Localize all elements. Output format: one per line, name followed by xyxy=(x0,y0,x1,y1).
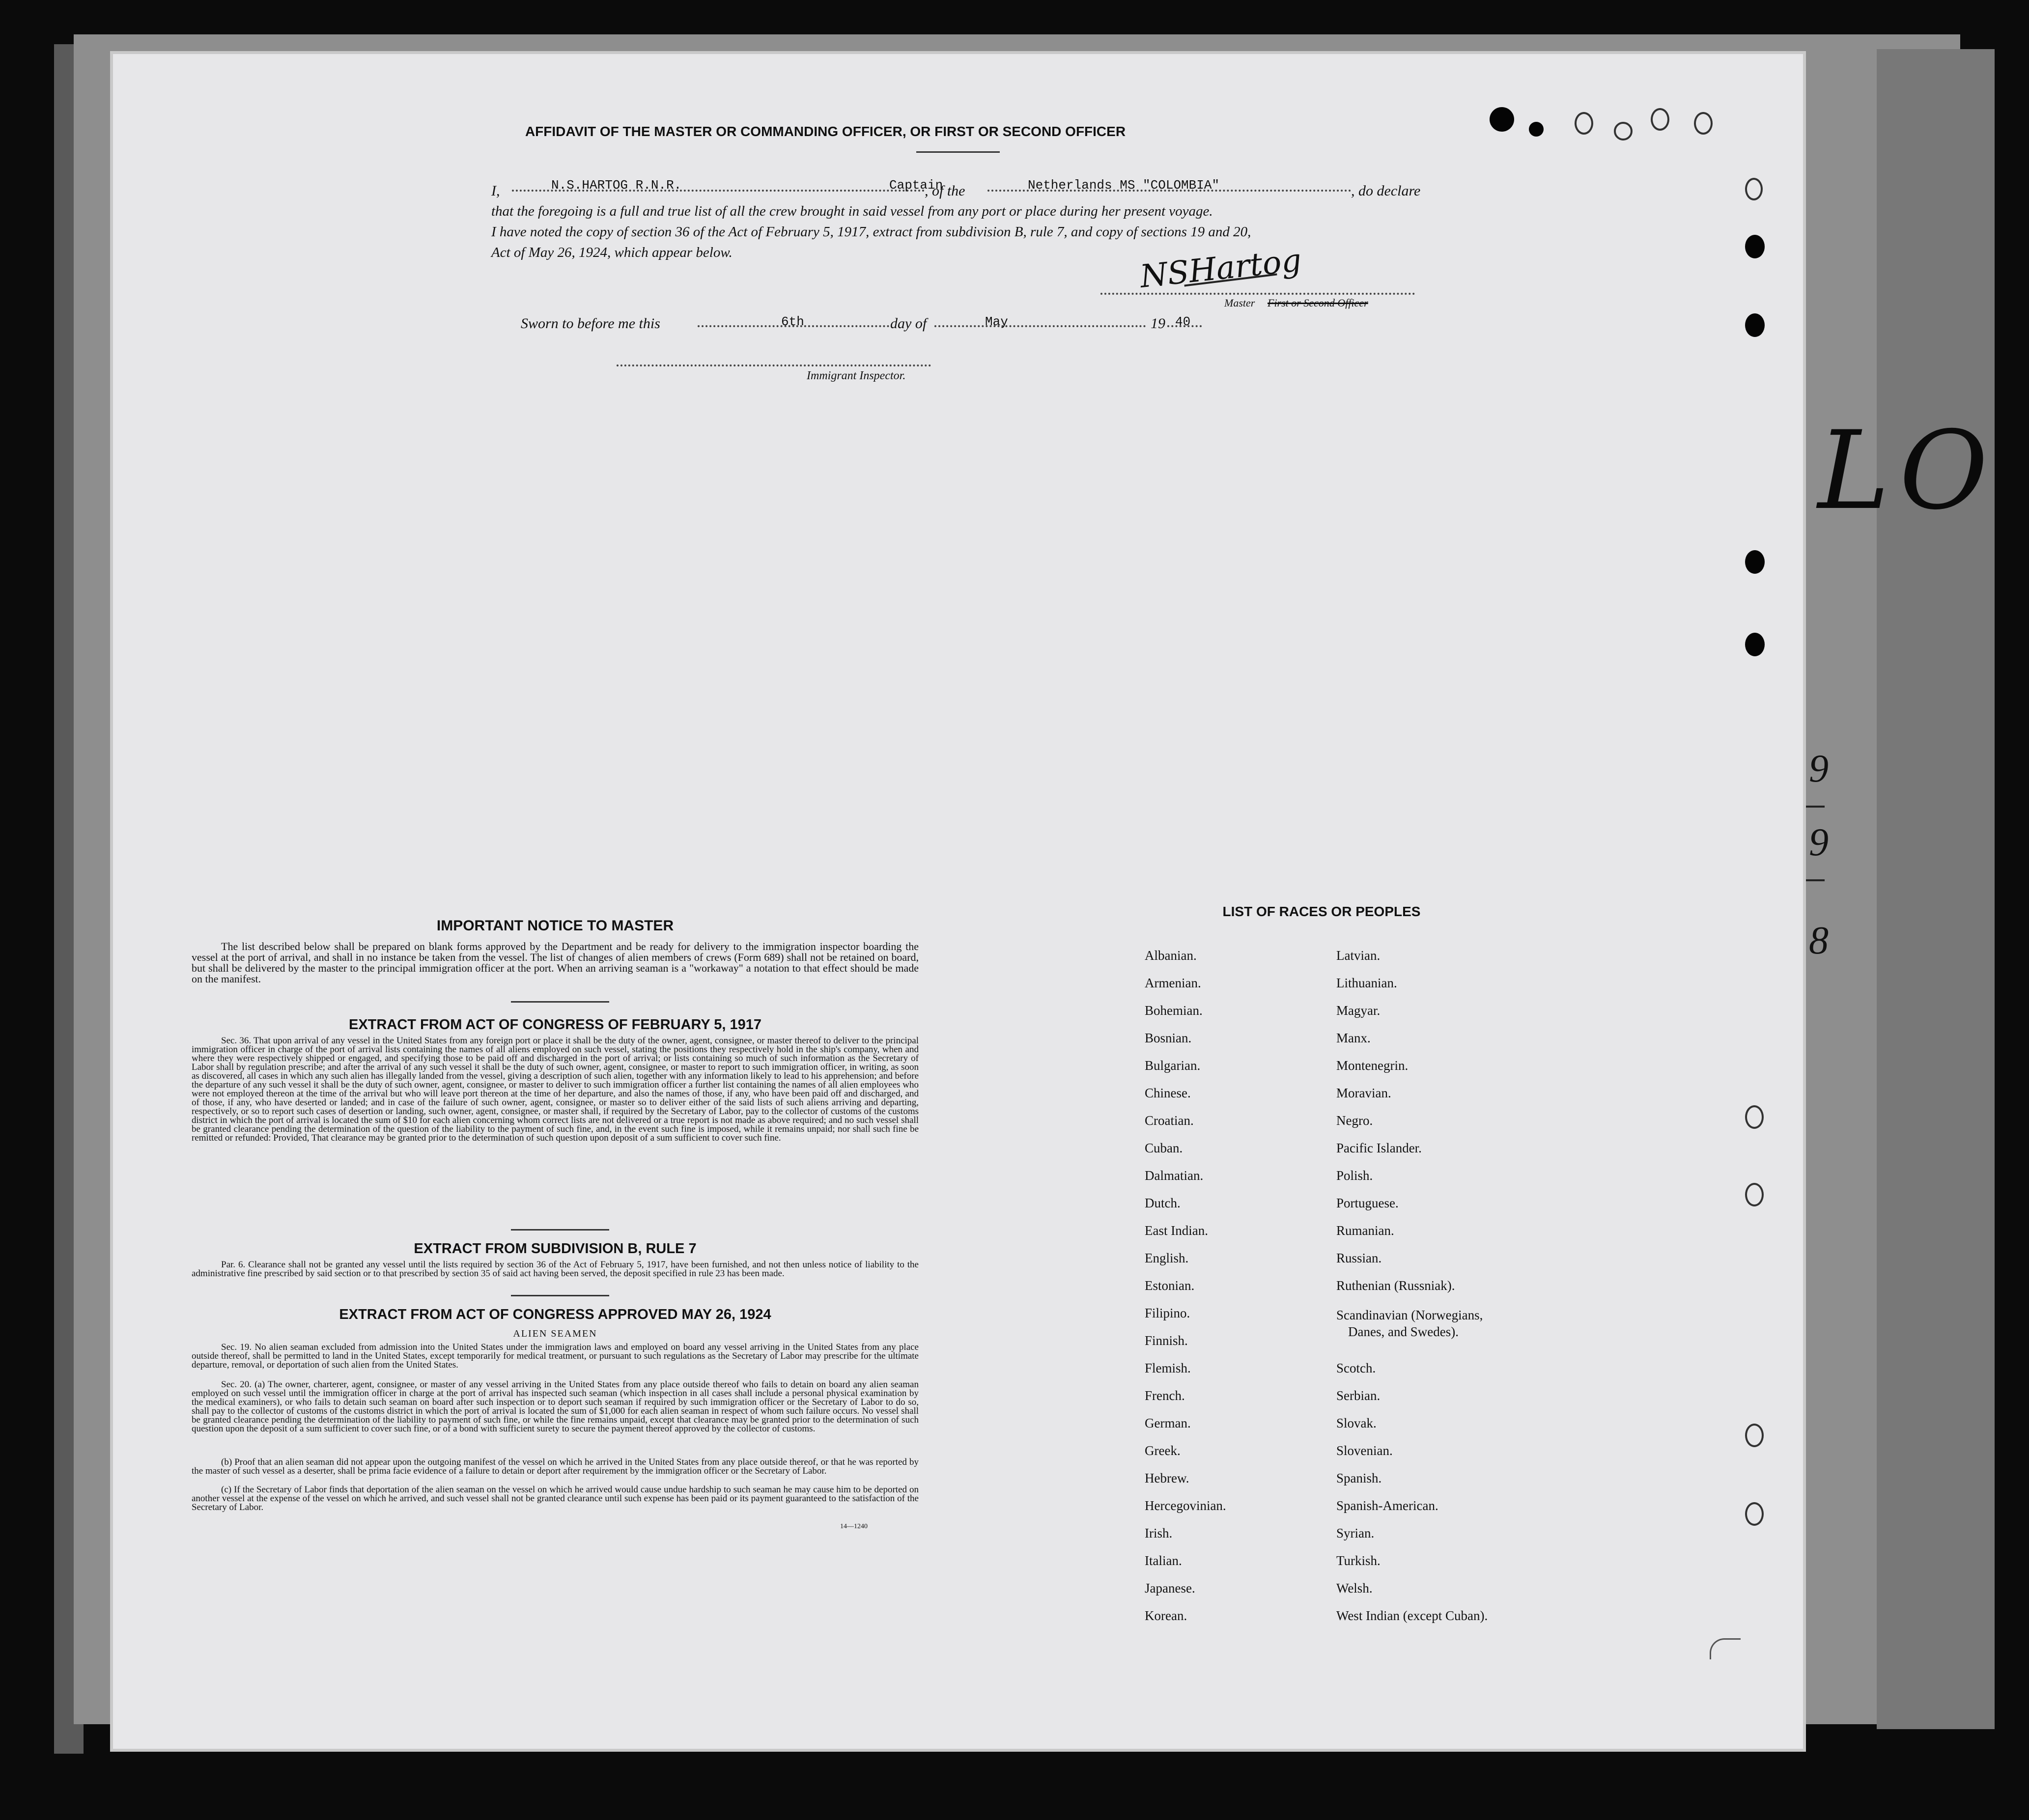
race-item: Latvian. xyxy=(1336,948,1381,963)
affidavit-page xyxy=(113,54,1803,1749)
race-item: Syrian. xyxy=(1336,1526,1375,1540)
affidavit-body-line: that the foregoing is a full and true list of all the crew brought in said vessel from any port or place during her present voyage. xyxy=(491,203,1213,219)
declare-label: , do declare xyxy=(1351,183,1421,199)
sec-19-text: Sec. 19. No alien seaman excluded from admission into the United States under the immigration laws and employed on board any vessel arriving in the United States from any place outside thereof, shall be permitted to land in the United States, except temporarily for medical treatment, or pursuant to such regulations as the Secretary of Labor may prescribe for the ultimate departure, removal, or deportation of such alien from the United States. xyxy=(192,1342,919,1370)
races-title: LIST OF RACES OR PEOPLES xyxy=(1222,904,1421,919)
punch-hole xyxy=(1745,178,1763,200)
i-label: I, xyxy=(491,183,500,199)
race-item: Finnish. xyxy=(1145,1333,1188,1348)
extract-1917-text: Sec. 36. That upon arrival of any vessel in the United States from any foreign port or place it shall be the duty of the owner, agent, consignee, or master thereof to deliver to the principal immigration officer in charge of the port of arrival lists containing the names of all aliens employed on such vessel, stating the positions they respectively hold in the ship's company, when and where they were respectively shipped or engaged, and specifying those to be paid off and discharged in the port of arrival; or lists containing so much of such information as the Secretary of Labor shall by regulation prescribe; and after the arrival of any such vessel it shall be the duty of such owner, agent, consignee, or master to report to such immigration officer, in writing, as soon as discovered, all cases in which any such alien has illegally landed from the vessel, giving a description of such alien, together with any information likely to lead to his apprehension; and before the departure of any such vessel it shall be the duty of such owner, agent, consignee, or master to deliver to such immigration officer a further list containing the names of all alien employees who were not employed thereon at the time of the arrival but who will leave port thereon at the time of her departure, and also the names of those, if any, who have been paid off and discharged, and of those, if any, who have deserted or landed; and in case of the failure of such owner, agent, consignee, or master so to deliver either of the said lists of such aliens arriving and departing, respectively, or so to report such cases of desertion or landing, such owner, agent, consignee, or master shall, if required by the Secretary of Labor, pay to the collector of customs of the customs district in which the port of arrival is located the sum of $10 for each alien concerning whom correct lists are not delivered or a true report is not made as above required; and no such vessel shall be granted clearance pending the determination of the question of the liability to the payment of such fine, and, in the event such fine is imposed, while it remains unpaid; nor shall such fine be remitted or refunded: Provided, That clearance may be granted prior to the determination of such question upon deposit of a sum sufficient to cover such fine. xyxy=(192,1036,919,1143)
underlying-page-edge xyxy=(1877,49,1995,1729)
race-item: Portuguese. xyxy=(1336,1196,1399,1210)
race-item: West Indian (except Cuban). xyxy=(1336,1608,1488,1623)
race-item: Slovenian. xyxy=(1336,1443,1393,1458)
underlying-table-fragment xyxy=(1803,663,1829,987)
master-signature: NSHartog xyxy=(1138,242,1303,296)
inspector-label: Immigrant Inspector. xyxy=(807,369,906,382)
race-item: Bohemian. xyxy=(1145,1003,1203,1018)
title-rule xyxy=(916,151,1000,153)
race-item: Spanish-American. xyxy=(1336,1498,1438,1513)
race-item: Polish. xyxy=(1336,1168,1373,1183)
race-item: Scotch. xyxy=(1336,1361,1376,1375)
punch-hole xyxy=(1614,122,1633,140)
punch-hole xyxy=(1490,107,1514,132)
race-item: Spanish. xyxy=(1336,1471,1382,1485)
punch-hole xyxy=(1745,550,1765,574)
extract-1924-title: EXTRACT FROM ACT OF CONGRESS APPROVED MAY 26, 1924 xyxy=(339,1307,771,1322)
affidavit-title: AFFIDAVIT OF THE MASTER OR COMMANDING OFFICER, OR FIRST OR SECOND OFFICER xyxy=(525,124,1126,139)
notice-title: IMPORTANT NOTICE TO MASTER xyxy=(436,918,674,934)
extract-1924-subtitle: ALIEN SEAMEN xyxy=(513,1328,597,1339)
punch-hole xyxy=(1745,1424,1764,1447)
race-item: Scandinavian (Norwegians, xyxy=(1336,1308,1483,1322)
race-item: Lithuanian. xyxy=(1336,976,1397,990)
race-item: Albanian. xyxy=(1145,948,1197,963)
race-item: Rumanian. xyxy=(1336,1223,1394,1238)
sworn-month: May xyxy=(985,314,1008,329)
race-item: Moravian. xyxy=(1336,1086,1391,1100)
race-item: Slovak. xyxy=(1336,1416,1377,1430)
race-item: Turkish. xyxy=(1336,1553,1381,1568)
race-item: Armenian. xyxy=(1145,976,1201,990)
vessel-name: Netherlands MS "COLOMBIA" xyxy=(1028,178,1220,193)
race-item: French. xyxy=(1145,1388,1185,1403)
day-of-label: day of xyxy=(890,315,927,332)
race-item: Negro. xyxy=(1336,1113,1373,1128)
punch-hole xyxy=(1745,235,1765,258)
punch-hole xyxy=(1745,1183,1764,1206)
race-item: Hebrew. xyxy=(1145,1471,1189,1485)
sworn-year: 40 xyxy=(1175,314,1191,329)
race-item: German. xyxy=(1145,1416,1191,1430)
race-item: Hercegovinian. xyxy=(1145,1498,1226,1513)
race-item: Croatian. xyxy=(1145,1113,1194,1128)
struck-title: First or Second Officer xyxy=(1268,297,1368,309)
extract-rule7-text: Par. 6. Clearance shall not be granted any vessel until the lists required by section 36 of the Act of February 5, 1917, have been furnished, and not then unless notice of liability to the administrative fine prescribed by said section or to that prescribed by section 35 of said act having been served, the deposit specified in rule 23 has been made. xyxy=(192,1260,919,1279)
sec-20c-text: (c) If the Secretary of Labor finds that deportation of the alien seaman on the vessel on which he arrived would cause undue hardship to such seaman he may cause him to be deported on another vessel at the expense of the vessel on which he arrived, and such vessel shall not be granted clearance until such expense has been paid or its payment guaranteed to the satisfaction of the Secretary of Labor. xyxy=(192,1484,919,1512)
race-item: English. xyxy=(1145,1251,1189,1265)
race-item: Montenegrin. xyxy=(1336,1058,1409,1073)
race-item: Chinese. xyxy=(1145,1086,1191,1100)
pencil-mark xyxy=(1710,1638,1741,1659)
punch-hole xyxy=(1745,1502,1764,1526)
side-digit: 8 xyxy=(1809,919,1829,962)
extract-1917-title: EXTRACT FROM ACT OF CONGRESS OF FEBRUARY 5, 1917 xyxy=(348,1017,762,1033)
year-prefix: 19 xyxy=(1151,315,1165,332)
affidavit-body-line: I have noted the copy of section 36 of the Act of February 5, 1917, extract from subdivision B, rule 7, and copy of sections 19 and 20, xyxy=(491,224,1251,240)
race-item: Flemish. xyxy=(1145,1361,1191,1375)
race-item: Greek. xyxy=(1145,1443,1181,1458)
race-item: Korean. xyxy=(1145,1608,1187,1623)
race-item: Japanese. xyxy=(1145,1581,1195,1596)
affidavit-body-line: Act of May 26, 1924, which appear below. xyxy=(491,245,733,260)
race-item: Italian. xyxy=(1145,1553,1182,1568)
punch-hole xyxy=(1694,112,1713,135)
race-item: Russian. xyxy=(1336,1251,1382,1265)
race-item: Danes, and Swedes). xyxy=(1348,1324,1459,1339)
race-item: Pacific Islander. xyxy=(1336,1141,1422,1155)
margin-mark: LO xyxy=(1818,408,1998,533)
sworn-label: Sworn to before me this xyxy=(521,315,660,332)
sec-20b-text: (b) Proof that an alien seaman did not appear upon the outgoing manifest of the vessel on which he arrived in the United States from any place outside thereof, or that he was reported by the master of such vessel as a deserter, shall be prima facie evidence of a failure to detain or deport after requirement by the immigration officer or the Secretary of Labor. xyxy=(192,1457,919,1476)
race-item: Welsh. xyxy=(1336,1581,1373,1596)
form-number: 14—1240 xyxy=(840,1523,868,1530)
race-item: Estonian. xyxy=(1145,1278,1195,1293)
race-item: Bosnian. xyxy=(1145,1031,1192,1045)
race-item: Magyar. xyxy=(1336,1003,1381,1018)
race-item: East Indian. xyxy=(1145,1223,1208,1238)
punch-hole xyxy=(1651,108,1669,131)
notice-text: The list described below shall be prepared on blank forms approved by the Department and be ready for delivery to the immigration inspector boarding the vessel at the port of arrival, and shall in no instance be taken from the vessel. The list of changes of alien members of crews (Form 689) shall not be retained on board, but shall be delivered by the master to the principal immigration officer at the port. When an arriving seaman is a "workaway" a notation to that effect should be made on the manifest. xyxy=(192,940,919,985)
signer-title: Master xyxy=(1224,297,1255,309)
race-item: Filipino. xyxy=(1145,1306,1190,1320)
punch-hole xyxy=(1745,633,1765,656)
race-item: Ruthenian (Russniak). xyxy=(1336,1278,1455,1293)
punch-hole xyxy=(1529,122,1544,137)
extract-rule7-title: EXTRACT FROM SUBDIVISION B, RULE 7 xyxy=(414,1241,697,1257)
sec-20a-text: Sec. 20. (a) The owner, charterer, agent, consignee, or master of any vessel arriving in the United States from any place outside thereof who fails to detain on board any alien seaman employed on such vessel until the immigration officer in charge at the port of arrival has inspected such seaman (which inspection in all cases shall include a personal physical examination by the medical examiners), or who fails to detain such seaman on board after such inspection or to deport such seaman if required by such immigration officer or the Secretary of Labor to do so, shall pay to the collector of customs of the customs district in which the port of arrival is located the sum of $1,000 for each alien seaman in respect of whom such failure occurs. No vessel shall be granted clearance pending the determination of the liability to payment of such fine, or while the fine remains unpaid, except that clearance may be granted prior to the determination of such question upon the deposit of a sum sufficient to cover such fine, or of a bond with sufficient surety to secure the payment thereof approved by the collector of customs. xyxy=(192,1379,919,1434)
race-item: Dutch. xyxy=(1145,1196,1181,1210)
race-item: Bulgarian. xyxy=(1145,1058,1201,1073)
race-item: Cuban. xyxy=(1145,1141,1183,1155)
race-item: Manx. xyxy=(1336,1031,1371,1045)
of-the-label: , of the xyxy=(925,183,965,199)
side-digit: 9 xyxy=(1809,821,1829,864)
punch-hole xyxy=(1745,313,1765,337)
race-item: Dalmatian. xyxy=(1145,1168,1204,1183)
side-digit: 9 xyxy=(1809,747,1829,790)
officer-rank: Captain xyxy=(889,178,943,193)
race-item: Serbian. xyxy=(1336,1388,1381,1403)
sworn-day: 6th xyxy=(781,314,804,329)
punch-hole xyxy=(1745,1105,1764,1129)
officer-name: N.S.HARTOG R.N.R. xyxy=(551,178,682,193)
punch-hole xyxy=(1575,112,1593,135)
race-item: Irish. xyxy=(1145,1526,1173,1540)
